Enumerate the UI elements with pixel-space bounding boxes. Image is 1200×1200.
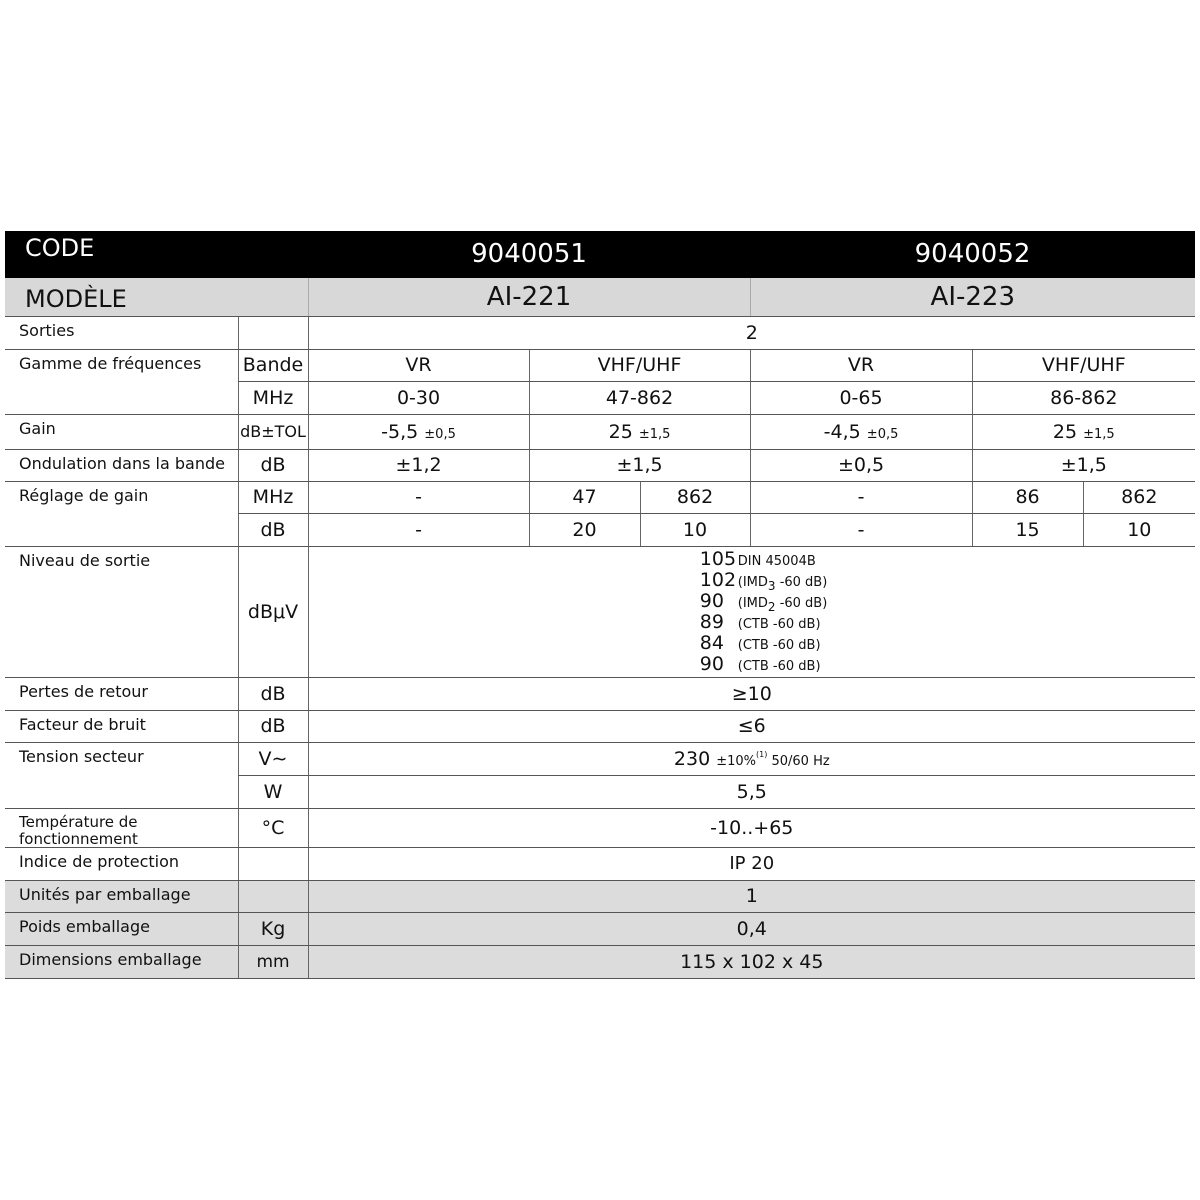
model-ai223: AI-223 [750,278,1195,317]
freq-mhz-unit: MHz [238,382,308,415]
output-level-label: Niveau de sortie [5,547,238,678]
gain-value: -5,5 [381,420,419,443]
output-level-line [700,612,828,633]
ripple-unit: dB [238,450,308,482]
model-label: MODÈLE [5,278,308,317]
band-cell: VHF/UHF [529,350,750,382]
ip-row [5,848,1195,881]
level-note-b: -60 dB) [775,596,828,611]
mains-v-unit: V∼ [238,743,308,776]
ripple-cell: ±1,5 [529,450,750,482]
gain-adj-mhz-cell: - [308,482,529,514]
gain-adj-db-cell: - [750,514,972,547]
gain-adj-db-cell: 20 [529,514,640,547]
dims-unit: mm [238,946,308,979]
gain-unit: dB±TOL [238,415,308,450]
units-pack-unit [238,881,308,913]
return-loss-value: ≥10 [308,678,1195,711]
units-pack-value: 1 [308,881,1195,913]
mains-label: Tension secteur [5,743,238,809]
gain-tol: ±0,5 [424,426,456,442]
dims-row [5,946,1195,979]
gain-value: -4,5 [823,420,861,443]
mains-v-value [308,743,1195,776]
code-label: CODE [5,231,308,278]
mains-footnote: (1) [756,749,768,759]
level-value: 102 [699,569,737,591]
ripple-cell: ±0,5 [750,450,972,482]
band-cell: VR [308,350,529,382]
range-cell: 0-30 [308,382,529,415]
dims-value: 115 x 102 x 45 [308,946,1195,979]
level-value: 90 [699,590,724,612]
gain-label: Gain [5,415,238,450]
output-level-line [700,549,828,570]
code-ai223: 9040052 [750,231,1195,278]
model-ai221: AI-221 [308,278,750,317]
output-level-row [5,547,1195,678]
gain-adj-db-cell: 10 [1083,514,1195,547]
level-value: 84 [699,632,724,654]
ripple-row [5,450,1195,482]
level-value: 89 [699,611,724,633]
level-note-sub: 2 [767,600,776,614]
output-level-line [700,633,828,654]
output-level-unit: dBμV [238,547,308,678]
gain-value: 25 [1052,420,1078,443]
output-level-values [308,547,1195,678]
gain-adj-mhz-cell: 47 [529,482,640,514]
temp-unit: °C [238,809,308,848]
return-loss-label: Pertes de retour [5,678,238,711]
level-note-a: (IMD [737,575,768,590]
range-cell: 0-65 [750,382,972,415]
level-note-sub: 3 [767,579,776,593]
return-loss-unit: dB [238,678,308,711]
level-value: 90 [699,653,724,675]
ip-label: Indice de protection [5,848,238,881]
outputs-value: 2 [308,317,1195,350]
gain-tol: ±1,5 [1083,426,1115,442]
mains-voltage: 230 [673,747,711,770]
level-note-a: (IMD [737,596,768,611]
level-note: (CTB -60 dB) [737,659,821,674]
range-cell: 47-862 [529,382,750,415]
temp-label: Température de fonctionnement [5,809,238,848]
gain-cell [308,415,529,450]
ip-unit [238,848,308,881]
gain-adj-mhz-cell: 862 [1083,482,1195,514]
band-cell: VR [750,350,972,382]
level-note: DIN 45004B [737,554,816,569]
range-cell: 86-862 [972,382,1195,415]
gain-adj-mhz-unit: MHz [238,482,308,514]
gain-tol: ±0,5 [866,426,899,442]
dims-label: Dimensions emballage [5,946,238,979]
gain-row [5,415,1195,450]
gain-adj-label: Réglage de gain [5,482,238,547]
ripple-cell: ±1,2 [308,450,529,482]
gain-adj-db-cell: 10 [640,514,750,547]
output-level-line [700,570,828,591]
code-ai221: 9040051 [308,231,750,278]
output-level-line [700,654,828,675]
freq-band-row [5,350,1195,382]
gain-adj-mhz-row [5,482,1195,514]
mains-v-row [5,743,1195,776]
temp-row [5,809,1195,848]
gain-adj-mhz-cell: - [750,482,972,514]
outputs-row [5,317,1195,350]
gain-tol: ±1,5 [638,426,671,442]
level-note: (CTB -60 dB) [737,617,821,632]
gain-adj-mhz-cell: 862 [640,482,750,514]
weight-row [5,913,1195,946]
gain-cell [750,415,972,450]
mains-tol: ±10% [716,753,756,769]
weight-label: Poids emballage [5,913,238,946]
weight-value: 0,4 [308,913,1195,946]
spec-table [5,231,1195,979]
noise-value: ≤6 [308,711,1195,743]
units-pack-label: Unités par emballage [5,881,238,913]
noise-row [5,711,1195,743]
level-note-b: -60 dB) [775,575,828,590]
gain-adj-db-unit: dB [238,514,308,547]
mains-freq: 50/60 Hz [767,753,830,769]
code-row [5,231,1195,278]
ip-value: IP 20 [308,848,1195,881]
model-row [5,278,1195,317]
temp-value: -10..+65 [308,809,1195,848]
mains-w-value: 5,5 [308,776,1195,809]
gain-value: 25 [608,420,633,443]
freq-label: Gamme de fréquences [5,350,238,415]
gain-cell [529,415,750,450]
outputs-unit [238,317,308,350]
gain-adj-db-cell: 15 [972,514,1083,547]
mains-w-unit: W [238,776,308,809]
outputs-label: Sorties [5,317,238,350]
level-value: 105 [699,548,737,570]
noise-label: Facteur de bruit [5,711,238,743]
band-cell: VHF/UHF [972,350,1195,382]
freq-band-unit: Bande [238,350,308,382]
weight-unit: Kg [238,913,308,946]
gain-adj-mhz-cell: 86 [972,482,1083,514]
level-note: (CTB -60 dB) [737,638,821,653]
ripple-cell: ±1,5 [972,450,1195,482]
gain-cell [972,415,1195,450]
units-pack-row [5,881,1195,913]
ripple-label: Ondulation dans la bande [5,450,238,482]
return-loss-row [5,678,1195,711]
gain-adj-db-cell: - [308,514,529,547]
output-level-line [700,591,828,612]
noise-unit: dB [238,711,308,743]
